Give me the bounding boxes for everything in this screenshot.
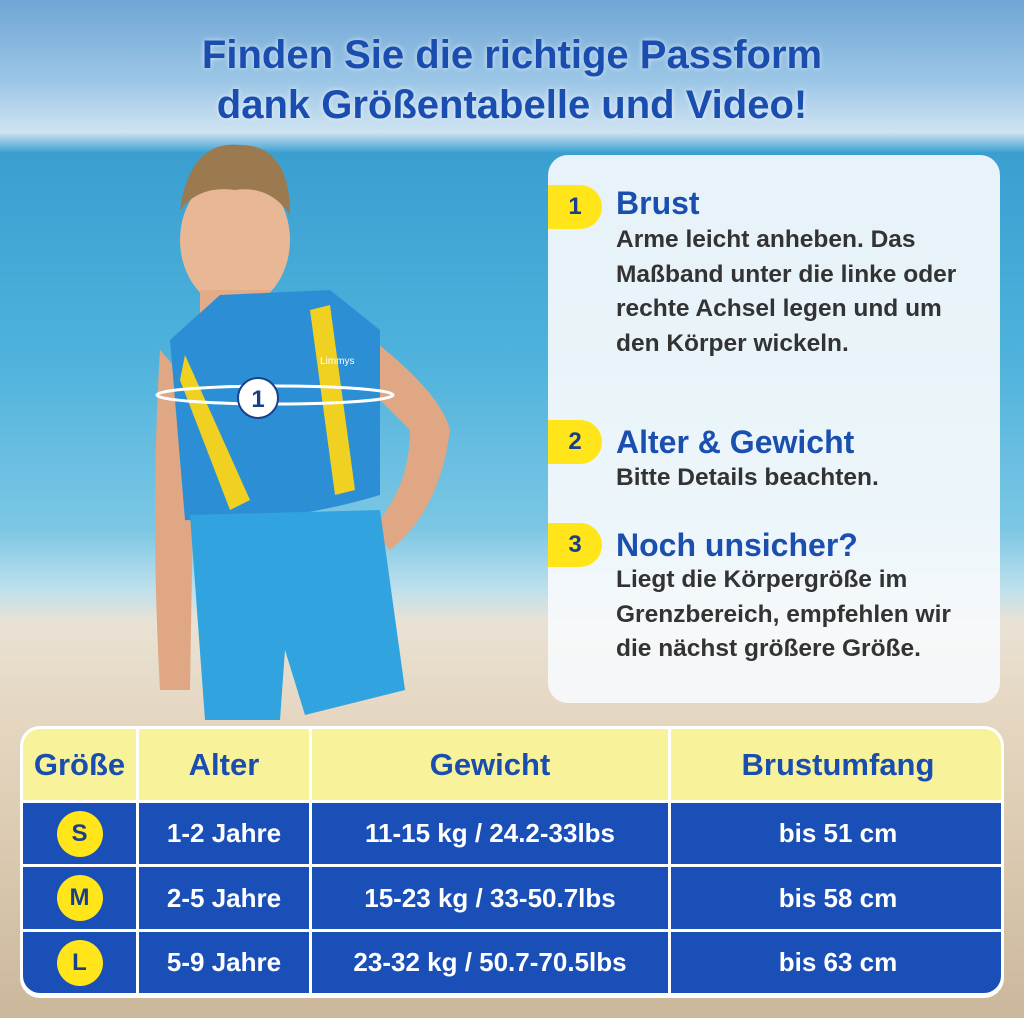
weight-cell: 15-23 kg / 33-50.7lbs — [312, 867, 668, 929]
chest-cell: bis 51 cm — [671, 803, 1001, 864]
step-body: Liegt die Körpergröße im Grenzbereich, empfehlen wir die nächst größere Größe. — [616, 566, 951, 662]
instructions-panel — [548, 155, 1000, 703]
step-heading: Alter & Gewicht — [616, 424, 855, 460]
header-size: Größe — [23, 729, 136, 800]
svg-text:1: 1 — [251, 386, 265, 413]
size-table — [20, 726, 1004, 998]
chest-cell: bis 58 cm — [671, 867, 1001, 929]
child-photo — [140, 130, 470, 730]
page-title: Finden Sie die richtige Passform dank Größentabelle und Video! — [201, 33, 823, 127]
vest-logo: Limmys — [320, 356, 355, 367]
weight-cell: 23-32 kg / 50.7-70.5lbs — [312, 932, 668, 993]
size-badge: S — [57, 811, 103, 857]
step-heading: Noch unsicher? — [616, 527, 858, 563]
size-badge: L — [57, 940, 103, 986]
size-cell — [23, 867, 136, 929]
age-cell: 5-9 Jahre — [139, 932, 309, 993]
header-chest: Brustumfang — [671, 729, 1001, 800]
step-badge: 3 — [548, 523, 602, 567]
step-body: Bitte Details beachten. — [616, 464, 879, 491]
step-body: Arme leicht anheben. Das Maßband unter die linke oder rechte Achsel legen und um den Körper wickeln. — [616, 226, 957, 357]
header-weight: Gewicht — [312, 729, 668, 800]
size-cell — [23, 803, 136, 864]
age-cell: 1-2 Jahre — [139, 803, 309, 864]
step-heading: Brust — [616, 185, 700, 221]
weight-cell: 11-15 kg / 24.2-33lbs — [312, 803, 668, 864]
chest-cell: bis 63 cm — [671, 932, 1001, 993]
age-cell: 2-5 Jahre — [139, 867, 309, 929]
size-cell — [23, 932, 136, 993]
header-age: Alter — [139, 729, 309, 800]
size-badge: M — [57, 875, 103, 921]
step-badge: 1 — [548, 185, 602, 229]
step-badge: 2 — [548, 420, 602, 464]
